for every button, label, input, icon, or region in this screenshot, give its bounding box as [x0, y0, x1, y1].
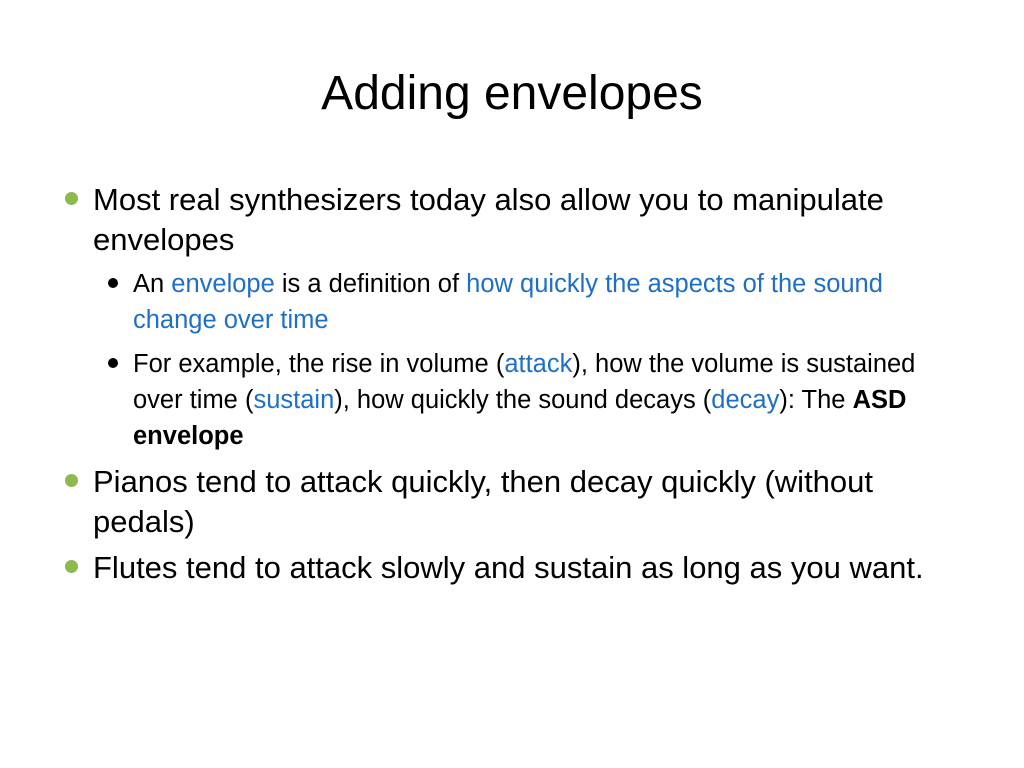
highlighted-term: attack — [504, 350, 573, 378]
highlighted-term: sustain — [253, 386, 335, 414]
bullet-dot-icon — [65, 474, 78, 487]
text-span: ), how the volume is sustained over time ( — [133, 350, 916, 414]
text-span: For example, the rise in volume ( — [133, 350, 505, 378]
text-span: ): The — [779, 386, 853, 414]
sub-bullet-item — [62, 266, 962, 338]
sub-bullet-dot-icon — [108, 358, 118, 368]
sub-bullet-item — [62, 346, 962, 454]
slide-body — [62, 180, 962, 590]
bullet-item — [62, 548, 962, 588]
bullet-item — [62, 180, 962, 260]
highlighted-term: decay — [711, 386, 780, 414]
highlighted-term: envelope — [171, 270, 275, 298]
sub-bullet-text — [133, 270, 883, 334]
bullet-item — [62, 462, 962, 542]
bullet-dot-icon — [65, 192, 78, 205]
text-span: An — [133, 270, 172, 298]
bold-term: ASD envelope — [133, 386, 907, 450]
bullet-dot-icon — [65, 560, 78, 573]
sub-bullet-text — [133, 350, 915, 450]
sub-bullet-dot-icon — [108, 278, 118, 288]
highlighted-phrase: how quickly the aspects of the sound change over time — [133, 270, 883, 334]
bullet-text: Flutes tend to attack slowly and sustain as long as you want. — [93, 550, 924, 585]
bullet-text: Most real synthesizers today also allow you to manipulate envelopes — [93, 182, 884, 257]
text-span: ), how quickly the sound decays ( — [334, 386, 712, 414]
slide-title: Adding envelopes — [321, 67, 703, 120]
bullet-text: Pianos tend to attack quickly, then decay quickly (without pedals) — [93, 464, 874, 539]
text-span: is a definition of — [274, 270, 467, 298]
